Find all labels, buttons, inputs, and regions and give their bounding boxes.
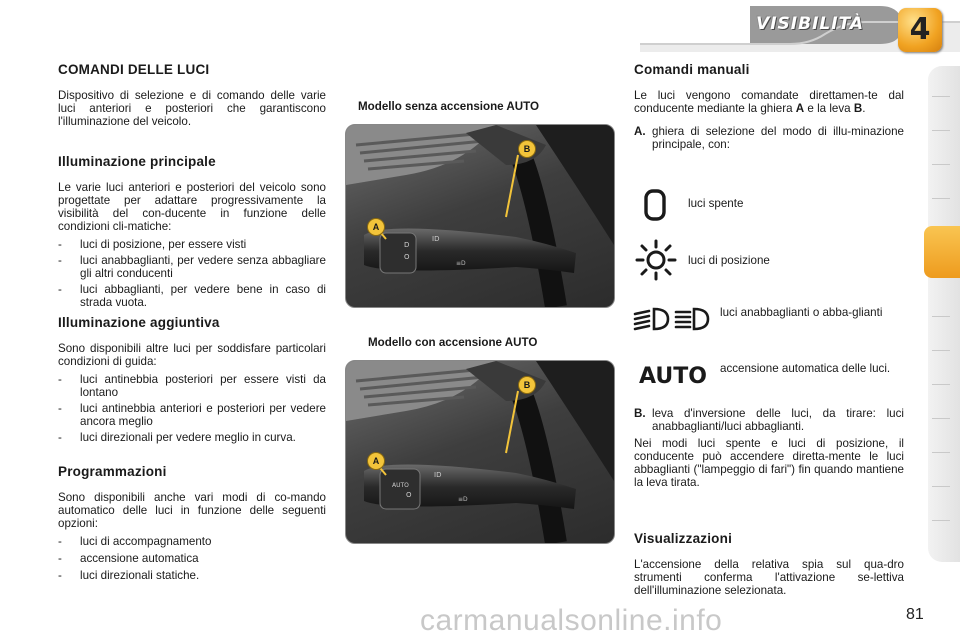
callout-a: A [367, 218, 385, 236]
tab-divider [932, 486, 950, 487]
auto-label: accensione automatica delle luci. [720, 362, 891, 375]
lights-off-icon [636, 188, 674, 222]
list-item: - luci antinebbia anteriori e posteriori per vedere ancora meglio [58, 402, 326, 428]
main-lighting-list [58, 238, 326, 309]
svg-text:ID: ID [432, 235, 440, 243]
tab-divider [932, 198, 950, 199]
list-item: - luci di accompagnamento [58, 535, 212, 548]
programming-title: Programmazioni [58, 464, 167, 479]
low-high-beam-label: luci anabbaglianti o abba-glianti [720, 306, 883, 319]
lights-off-label: luci spente [688, 197, 744, 210]
list-item: - luci di posizione, per essere visti [58, 238, 247, 251]
programming-text: Sono disponibili anche vari modi di co-mando automatico delle luci in funzione delle seguenti opzioni: [58, 491, 326, 530]
callout-b: B [518, 376, 536, 394]
tab-active-chapter[interactable] [924, 226, 960, 278]
svg-text:ID: ID [434, 471, 442, 479]
chapter-number-badge: 4 [898, 8, 942, 52]
tab-divider [932, 520, 950, 521]
tab-divider [932, 384, 950, 385]
ring-a-description: A. ghiera di selezione del modo di illu-minazione principale, con: [634, 125, 904, 151]
callout-b: B [518, 140, 536, 158]
chapter-tabs-rail [928, 66, 960, 562]
extra-lighting-text: Sono disponibili altre luci per soddisfare particolari condizioni di guida: [58, 342, 326, 368]
position-lights-label: luci di posizione [688, 254, 770, 267]
svg-text:≡D: ≡D [458, 496, 468, 503]
tab-divider [932, 418, 950, 419]
low-high-beam-icon [632, 304, 714, 334]
manual-controls-text: Le luci vengono comandate direttamen-te dal conducente mediante la ghiera A e la leva B. [634, 89, 904, 115]
stalk-photo-no-auto [345, 124, 615, 308]
section-title: COMANDI DELLE LUCI [58, 62, 210, 77]
caption-no-auto: Modello senza accensione AUTO [358, 100, 540, 113]
svg-text:O: O [404, 253, 410, 261]
list-item: - luci antinebbia posteriori per essere visti da lontano [58, 373, 326, 399]
lever-b-description: B. leva d'inversione delle luci, da tirare: luci anabbaglianti/luci abbaglianti. [634, 407, 904, 433]
main-lighting-title: Illuminazione principale [58, 154, 216, 169]
svg-text:D: D [404, 241, 410, 249]
list-item: - accensione automatica [58, 552, 199, 565]
auto-icon: AUTO [639, 363, 707, 389]
list-item: - luci anabbaglianti, per vedere senza abbagliare gli altri conducenti [58, 254, 326, 280]
tab-divider [932, 452, 950, 453]
tab-divider [932, 130, 950, 131]
list-item: - luci direzionali statiche. [58, 569, 200, 582]
left-column [58, 62, 326, 582]
list-item: - luci abbaglianti, per vedere bene in caso di strada vuota. [58, 283, 326, 309]
right-column-lower [634, 407, 904, 597]
extra-lighting-title: Illuminazione aggiuntiva [58, 315, 220, 330]
display-text: L'accensione della relativa spia sul qua-dro strumenti conferma l'attivazione se-lettiva dell'illuminazione selezionata. [634, 558, 904, 597]
tab-divider [932, 96, 950, 97]
tab-divider [932, 350, 950, 351]
caption-auto: Modello con accensione AUTO [368, 336, 538, 349]
chapter-title: VISIBILITÀ [756, 14, 864, 34]
list-item: - luci direzionali per vedere meglio in curva. [58, 431, 296, 444]
right-column [634, 62, 904, 151]
main-lighting-text: Le varie luci anteriori e posteriori del veicolo sono progettate per adattare progressivamente la visibilità del con-ducente in funzione delle condizioni cli-matiche: [58, 181, 326, 233]
svg-text:O: O [406, 491, 412, 499]
manual-controls-title: Comandi manuali [634, 62, 750, 77]
svg-text:≡D: ≡D [456, 260, 466, 267]
programming-list [58, 535, 326, 582]
stalk-photo-auto [345, 360, 615, 544]
headlamp-flash-text: Nei modi luci spente e luci di posizione, il conducente può accendere diretta-mente le luci abbaglianti ("lampeggio di fari") fin quando mantiene la leva tirata. [634, 437, 904, 489]
tab-divider [932, 164, 950, 165]
display-title: Visualizzazioni [634, 531, 733, 546]
extra-lighting-list [58, 373, 326, 444]
page-number: 81 [906, 606, 924, 623]
watermark: carmanualsonline.info [420, 604, 723, 637]
svg-text:AUTO: AUTO [392, 482, 409, 489]
position-lights-icon [634, 238, 678, 282]
tab-divider [932, 316, 950, 317]
callout-a: A [367, 452, 385, 470]
intro-paragraph: Dispositivo di selezione e di comando delle varie luci anteriori e posteriori che garantiscono l'illuminazione del veicolo. [58, 89, 326, 128]
